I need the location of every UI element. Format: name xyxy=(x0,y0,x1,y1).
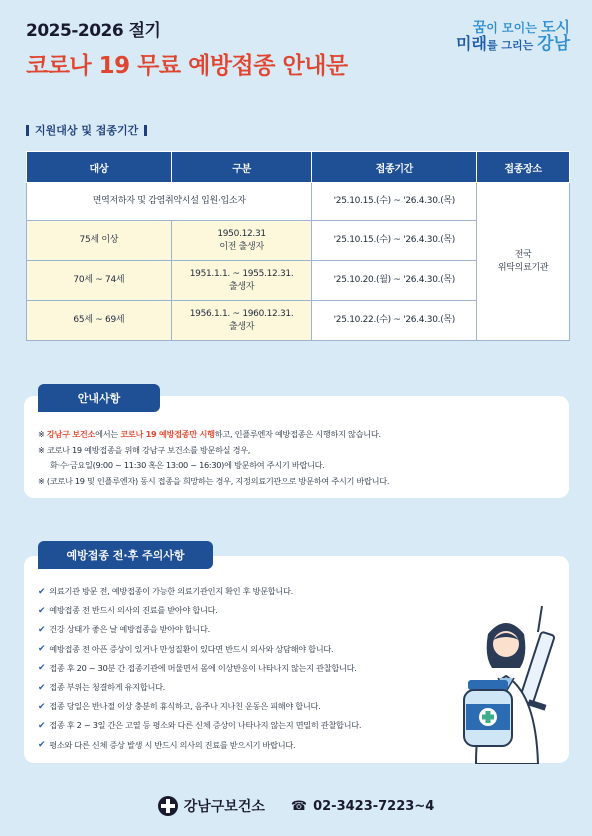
birth-line-1: 1951.1.1. ~ 1955.12.31. xyxy=(189,269,294,280)
birth-cell xyxy=(171,301,312,341)
list-item xyxy=(38,697,361,716)
caution-text: 접종 부위는 청결하게 유지합니다. xyxy=(49,682,165,693)
caution-text: 평소와 다른 신체 증상 발생 시 반드시 의사의 진료를 받으시기 바랍니다. xyxy=(49,739,296,750)
header-target: 대상 xyxy=(27,152,172,183)
place-line-1: 전국 xyxy=(514,250,532,261)
health-center-cross-icon xyxy=(158,796,178,816)
notice-line-2: ※ 코로나 19 예방접종을 위해 강남구 보건소를 방문하실 경우, xyxy=(38,444,251,455)
caution-text: 예방접종 전 반드시 의사의 진료를 받아야 합니다. xyxy=(49,605,218,616)
section-label xyxy=(26,122,147,138)
header-period: 접종기간 xyxy=(312,152,477,183)
phone-number: 02-3423-7223~4 xyxy=(313,798,435,814)
footer-phone xyxy=(291,799,434,814)
birth-line-1: 1950.12.31 xyxy=(217,229,266,240)
birth-line-1: 1956.1.1. ~ 1960.12.31. xyxy=(189,309,294,320)
notice-line-1 xyxy=(38,427,389,443)
bar-left-icon xyxy=(26,125,29,136)
notice-highlight-2: 코로나 19 예방접종만 시행 xyxy=(120,429,215,439)
period-cell: '25.10.20.(월) ~ '26.4.30.(목) xyxy=(312,261,477,301)
caution-text: 의료기관 방문 전, 예방접종이 가능한 의료기관인지 확인 후 방문합니다. xyxy=(49,586,293,597)
cautions-list xyxy=(38,582,361,755)
table-row xyxy=(27,183,570,221)
caution-text: 예방접종 전 아픈 증상이 있거나 만성질환이 있다면 반드시 의사와 상담해야 합니다. xyxy=(49,643,334,654)
page-title: 코로나 19 무료 예방접종 안내문 xyxy=(26,53,348,79)
check-icon: ✔ xyxy=(38,644,46,655)
check-icon: ✔ xyxy=(38,586,46,597)
header-place: 접종장소 xyxy=(477,152,570,183)
caution-text: 건강 상태가 좋은 날 예방접종을 받아야 합니다. xyxy=(49,624,210,635)
birth-line-2: 이전 출생자 xyxy=(219,241,264,252)
list-item xyxy=(38,620,361,639)
list-item xyxy=(38,640,361,659)
footer-org xyxy=(158,796,265,816)
notice-text-1: 에서는 xyxy=(95,429,121,439)
vaccine-bottle-icon xyxy=(464,680,512,746)
check-icon: ✔ xyxy=(38,605,46,616)
target-cell: 65세 ~ 69세 xyxy=(27,301,172,341)
birth-line-2: 출생자 xyxy=(228,281,255,292)
section-label-text: 지원대상 및 접종기간 xyxy=(35,124,139,137)
birth-cell xyxy=(171,261,312,301)
logo-text-5: 강남 xyxy=(537,33,570,54)
logo-text-2: 도시 xyxy=(541,18,570,36)
notice-text xyxy=(38,427,389,489)
notice-tab: 안내사항 xyxy=(38,384,160,412)
caution-text: 접종 당일은 반나절 이상 충분히 휴식하고, 음주나 지나친 운동은 피해야 합니다. xyxy=(49,701,321,712)
check-icon: ✔ xyxy=(38,720,46,731)
logo-text-1: 이 모이는 xyxy=(486,21,542,35)
target-cell: 면역저하자 및 감염취약시설 입원·입소자 xyxy=(27,183,312,221)
list-item xyxy=(38,736,361,755)
notice-line-4: ※ (코로나 19 및 인플루엔자) 동시 접종을 희망하는 경우, 지정의료기관으로 방문하여 주시기 바랍니다. xyxy=(38,475,390,486)
logo-text-4: 를 그리는 xyxy=(486,38,538,52)
place-line-2: 위탁의료기관 xyxy=(497,262,549,273)
list-item xyxy=(38,716,361,735)
header xyxy=(26,16,348,80)
check-icon: ✔ xyxy=(38,624,46,635)
check-icon: ✔ xyxy=(38,663,46,674)
list-item xyxy=(38,659,361,678)
gangnam-logo xyxy=(456,20,570,54)
notice-highlight-1: 강남구 보건소 xyxy=(46,429,96,439)
caution-text: 접종 후 20 ~ 30분 간 접종기관에 머물면서 몸에 이상반응이 나타나지 않는지 관찰합니다. xyxy=(49,662,357,673)
logo-text-3: 미래 xyxy=(456,33,487,53)
list-item xyxy=(38,601,361,620)
notice-line-3: 화·수·금요일(9:00 ~ 11:30 혹은 13:00 ~ 16:30)에 방문하여 주시기 바랍니다. xyxy=(50,460,325,470)
list-item xyxy=(38,678,361,697)
org-name: 강남구보건소 xyxy=(183,799,265,815)
footer xyxy=(0,796,592,816)
target-cell: 70세 ~ 74세 xyxy=(27,261,172,301)
birth-line-2: 출생자 xyxy=(228,321,255,332)
notice-mark: ※ xyxy=(38,429,47,439)
birth-cell xyxy=(171,221,312,261)
caution-text: 접종 후 2 ~ 3일 간은 고열 등 평소와 다른 신체 증상이 나타나지 않는지 면밀히 관찰합니다. xyxy=(49,720,362,731)
period-cell: '25.10.15.(수) ~ '26.4.30.(목) xyxy=(312,221,477,261)
logo-dream-mark: 꿈 xyxy=(472,20,487,36)
season-period: 2025-2026 절기 xyxy=(26,21,161,41)
notice-text-2: 하고, 인플루엔자 예방접종은 시행하지 않습니다. xyxy=(214,429,381,439)
doctor-with-vaccine-illustration xyxy=(458,604,568,764)
cautions-tab: 예방접종 전·후 주의사항 xyxy=(38,541,213,569)
bar-right-icon xyxy=(144,125,147,136)
phone-icon: ☎ xyxy=(290,798,308,814)
check-icon: ✔ xyxy=(38,740,46,751)
period-cell: '25.10.15.(수) ~ '26.4.30.(목) xyxy=(312,183,477,221)
list-item xyxy=(38,582,361,601)
period-cell: '25.10.22.(수) ~ '26.4.30.(목) xyxy=(312,301,477,341)
schedule-table xyxy=(26,151,570,341)
check-icon: ✔ xyxy=(38,701,46,712)
table-header-row xyxy=(27,152,570,183)
check-icon: ✔ xyxy=(38,682,46,693)
header-category: 구분 xyxy=(171,152,312,183)
place-cell xyxy=(477,183,570,341)
target-cell: 75세 이상 xyxy=(27,221,172,261)
